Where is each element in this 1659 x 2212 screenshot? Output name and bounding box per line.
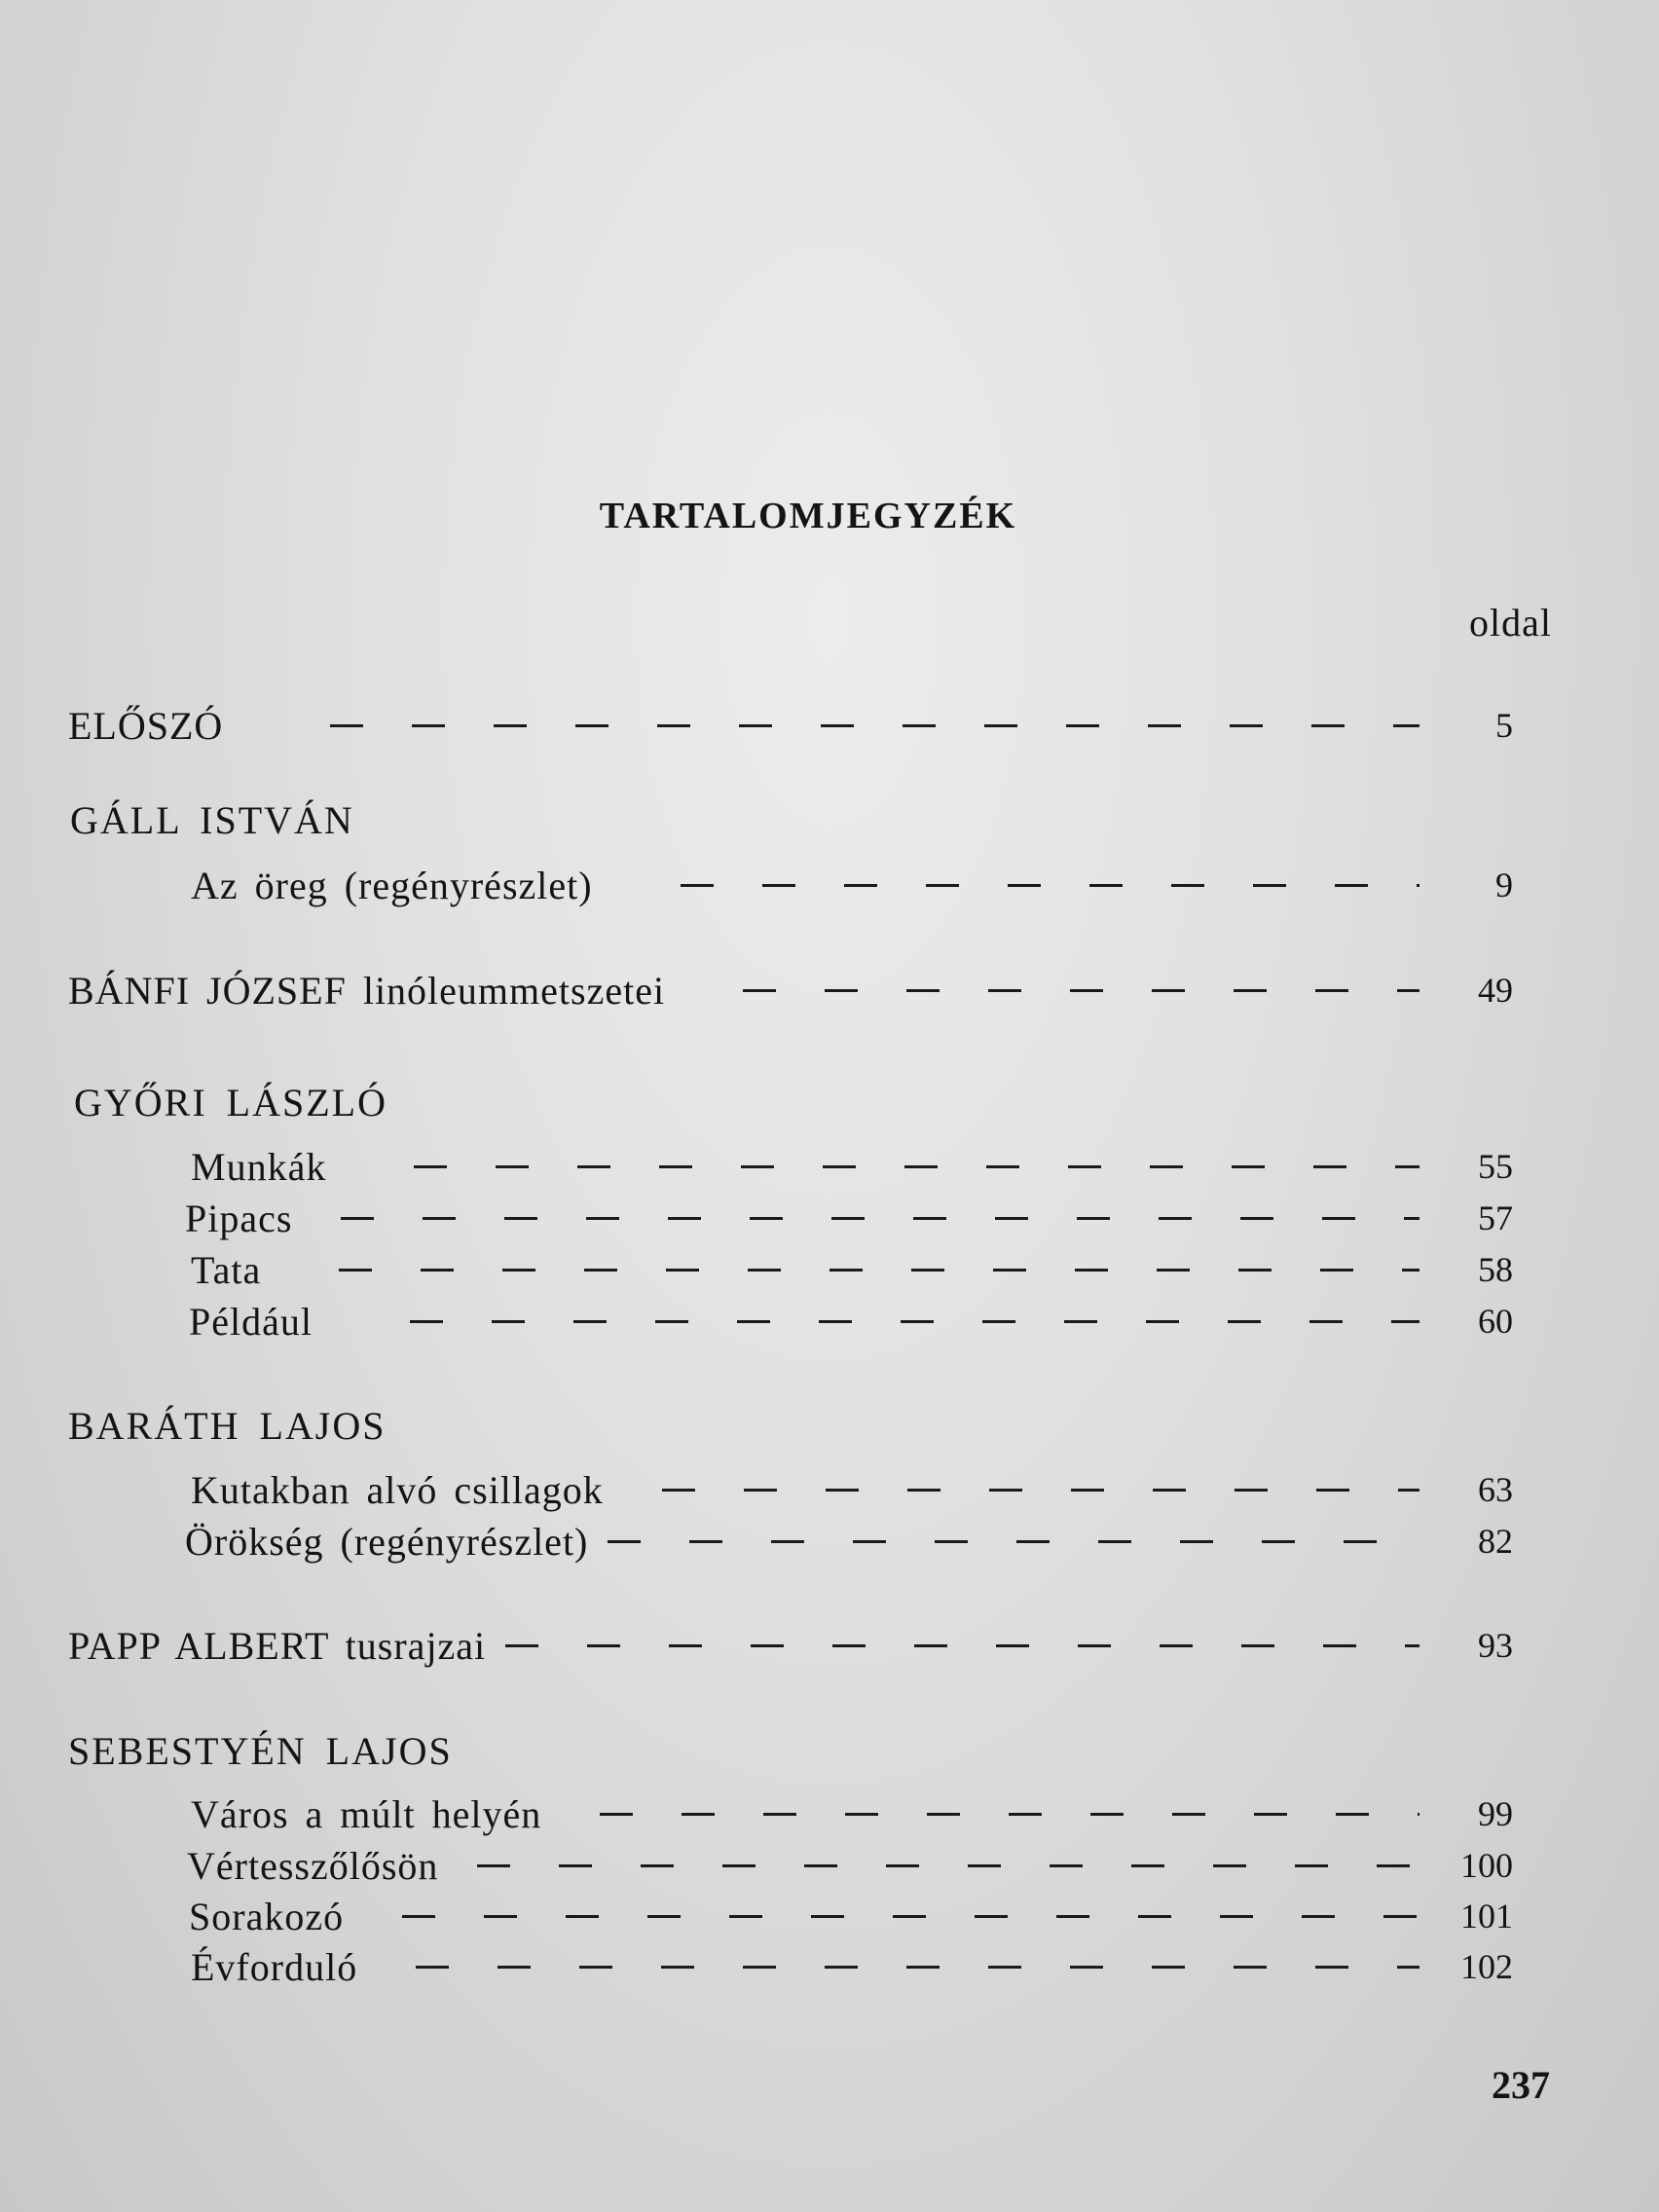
dash-leader — [608, 1540, 1419, 1543]
dash-leader — [414, 1165, 1419, 1168]
dash-leader — [662, 1489, 1419, 1492]
toc-entry-label: Pipacs — [185, 1196, 293, 1240]
toc-entry-label: ELŐSZÓ — [68, 703, 224, 748]
author-heading-gall: GÁLL ISTVÁN — [70, 798, 354, 842]
dash-leader — [681, 884, 1419, 887]
toc-entry-tata — [191, 1245, 1513, 1294]
toc-entry-banfi — [68, 966, 1513, 1014]
toc-page-number: 102 — [1460, 1947, 1513, 1986]
author-heading-barath: BARÁTH LAJOS — [68, 1404, 387, 1448]
dash-leader — [600, 1813, 1419, 1816]
toc-page-number: 49 — [1478, 971, 1513, 1010]
toc-entry-label: Kutakban alvó csillagok — [191, 1467, 604, 1512]
toc-page-number: 9 — [1495, 866, 1513, 904]
toc-entry-label: Város a múlt helyén — [191, 1791, 542, 1836]
page-column-header: oldal — [1469, 601, 1552, 645]
dash-leader — [743, 989, 1419, 992]
toc-page-number: 55 — [1478, 1147, 1513, 1186]
dash-leader — [477, 1864, 1419, 1867]
page-title: TARTALOMJEGYZÉK — [599, 496, 1017, 536]
toc-entry-label: Például — [189, 1299, 313, 1344]
dash-leader — [339, 1269, 1419, 1272]
toc-page-number: 101 — [1460, 1897, 1513, 1936]
toc-entry-orokseg — [185, 1517, 1513, 1566]
dash-leader — [505, 1644, 1419, 1647]
toc-entry-sorakozo — [189, 1892, 1513, 1940]
toc-page-number: 58 — [1478, 1250, 1513, 1289]
toc-entry-papp — [68, 1621, 1513, 1670]
toc-entry-munkak — [191, 1142, 1513, 1191]
toc-entry-label: PAPP ALBERT tusrajzai — [68, 1623, 487, 1668]
toc-page-number: 82 — [1478, 1522, 1513, 1561]
dash-leader — [330, 724, 1419, 727]
author-heading-sebestyen: SEBESTYÉN LAJOS — [68, 1729, 453, 1773]
dash-leader — [416, 1966, 1419, 1969]
toc-entry-label: Tata — [191, 1247, 262, 1292]
dash-leader — [341, 1217, 1419, 1220]
toc-entry-pipacs — [185, 1194, 1513, 1242]
toc-entry-label: Munkák — [191, 1144, 327, 1189]
toc-entry-kutakban — [191, 1465, 1513, 1514]
author-heading-gyori: GYŐRI LÁSZLÓ — [74, 1081, 387, 1124]
toc-entry-label: Vértesszőlősön — [187, 1843, 439, 1888]
toc-page-number: 57 — [1478, 1198, 1513, 1237]
toc-page-number: 63 — [1478, 1470, 1513, 1509]
toc-entry-label: Évforduló — [191, 1944, 358, 1989]
dash-leader — [410, 1320, 1419, 1323]
toc-entry-peldaul — [189, 1297, 1513, 1346]
toc-page-number: 99 — [1478, 1794, 1513, 1833]
dash-leader — [402, 1915, 1419, 1918]
toc-entry-label: Sorakozó — [189, 1894, 345, 1938]
toc-entry-vertesszolloson — [187, 1841, 1513, 1890]
toc-entry-evfordulo — [191, 1942, 1513, 1991]
toc-page-number: 93 — [1478, 1626, 1513, 1665]
toc-page-number: 5 — [1495, 706, 1513, 745]
toc-entry-eloszo — [68, 701, 1513, 750]
toc-page-number: 60 — [1478, 1302, 1513, 1341]
toc-entry-label: Az öreg (regényrészlet) — [191, 863, 593, 907]
toc-entry-label: Örökség (regényrészlet) — [185, 1519, 589, 1564]
toc-entry-varos — [191, 1789, 1513, 1838]
toc-entry-az-oreg — [191, 861, 1513, 909]
page-folio-number: 237 — [1492, 2063, 1550, 2107]
toc-page-number: 100 — [1460, 1846, 1513, 1885]
toc-entry-label: BÁNFI JÓZSEF linóleummetszetei — [68, 968, 666, 1013]
